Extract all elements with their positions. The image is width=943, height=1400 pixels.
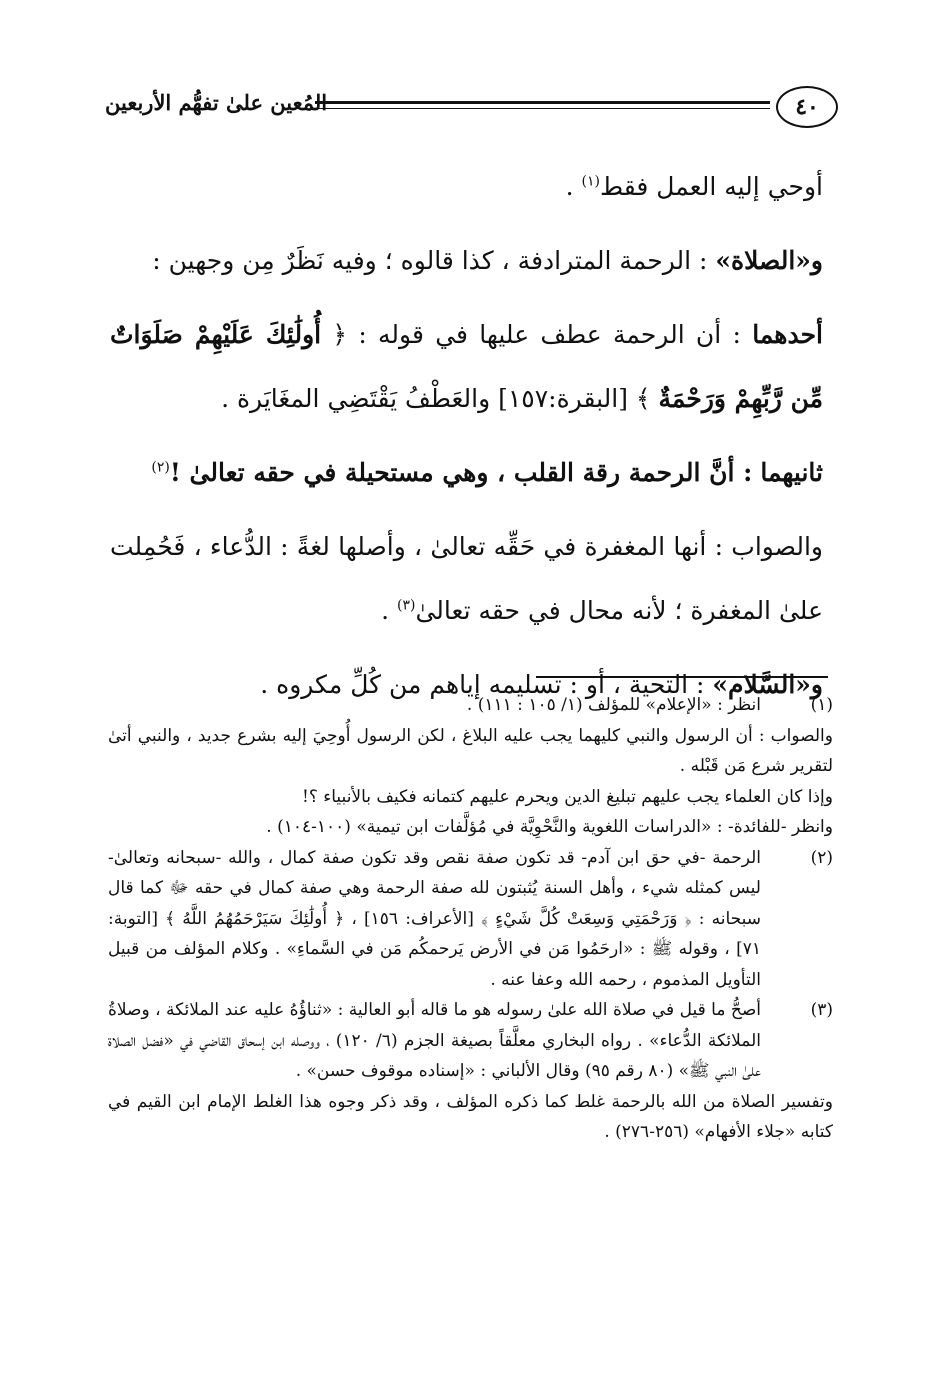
- lead-first: أحدهما: [752, 320, 823, 349]
- main-text: [110, 155, 823, 717]
- footnote-line: وانظر -للفائدة- : «الدراسات اللغوية والنَّحْوِيَّة في مُؤلَّفات ابن تيمية» (١٠٠-١٠٤) .: [266, 817, 833, 837]
- quran-verse: أُولَٰئِكَ عَلَيْهِمْ صَلَوَاتٌ مِّن رَّبِّهِمْ وَرَحْمَةٌ: [110, 320, 823, 413]
- footnote-line: الرحمة -في حق ابن آدم- قد تكون صفة نقص وقد تكون صفة كمال ، والله -سبحانه وتعالىٰ- ليس كمثله شيء ، وأهل السنة يُثبتون لله صفة الرحمة وهي صفة كمال في حقه ﷻ كما قال سبحانه : ﴿ وَرَحْمَتِي وَسِعَتْ كُلَّ شَيْءٍ ﴾ [الأعراف: ١٥٦] ، ﴿ أُولَٰئِكَ سَيَرْحَمُهُمُ اللَّهُ ﴾ [التوبة: ٧١] ، وقوله ﷺ : «ارحَمُوا مَن في الأرض يَرحمكُم مَن في السَّماءِ» . وكلام المؤلف من قبيل التأويل المذموم ، رحمه الله وعفا عنه .: [108, 847, 762, 990]
- header-rule-thin: [315, 108, 770, 109]
- header-rule-thick: [315, 101, 770, 104]
- footnote-ref-2: (٢): [151, 459, 170, 476]
- footnote-number: (١): [810, 695, 833, 715]
- paragraph-1: أوحي إليه العمل فقط$^{(١)}$ .: [565, 172, 823, 201]
- paragraph-salah: و«الصلاة» : الرحمة المترادفة ، كذا قالوه ؛ وفيه نَظَرٌ مِن وجهين :: [152, 246, 823, 275]
- footnote-ref-3: (٣): [396, 597, 416, 614]
- footnotes: [108, 690, 833, 1148]
- term-salam: و«السَّلام»: [712, 670, 823, 699]
- footnote-line: أصحُّ ما قيل في صلاة الله علىٰ رسوله هو ما قاله أبو العالية : «ثناؤُهُ عليه عند الملائكة ، وصلاةُ الملائكة الدُّعاء» . رواه البخاري معلَّقاً بصيغة الجزم (٦/ ١٢٠) ، ووصله ابن إسحاق القاضي في «فضل الصلاة علىٰ النبي ﷺ» (٨٠ رقم ٩٥) وقال الألباني : «إسناده موقوف حسن» .: [108, 1000, 761, 1081]
- footnote-number: (٢): [810, 847, 833, 868]
- page-number-badge: [776, 86, 838, 128]
- footnote-3: [108, 995, 833, 1148]
- lead-second: ثانيهما: [760, 458, 823, 487]
- footnote-line: وتفسير الصلاة من الله بالرحمة غلط كما ذكره المؤلف ، وقد ذكر وجوه هذا الغلط الإمام ابن القيم في كتابه «جلاء الأفهام» (٢٥٦-٢٧٦) .: [108, 1091, 833, 1142]
- page-header: [105, 82, 838, 132]
- footnote-ref-1: (١): [581, 173, 600, 190]
- paragraph-first-reason: أحدهما : أن الرحمة عطف عليها في قوله : ﴿ أُولَٰئِكَ عَلَيْهِمْ صَلَوَاتٌ مِّن رَّبِّهِمْ وَرَحْمَةٌ ﴾ [البقرة:١٥٧] والعَطْفُ يَقْتَضِي المغَايَرة .: [110, 320, 823, 413]
- footnote-line: وإذا كان العلماء يجب عليهم تبليغ الدين ويحرم عليهم كتمانه فكيف بالأنبياء ؟!: [302, 786, 833, 807]
- footnote-line: والصواب : أن الرسول والنبي كليهما يجب عليه البلاغ ، لكن الرسول أُوحِيَ إليه بشرع جديد ، والنبي أتىٰ لتقرير شرع مَن قَبْله .: [108, 725, 833, 776]
- paragraph-correct-view: والصواب : أنها المغفرة في حَقِّه تعالىٰ ، وأصلها لغةً : الدُّعاء ، فَحُمِلت علىٰ المغفرة ؛ لأنه محال في حقه تعالىٰ$^{(٣)}$ .: [110, 532, 823, 625]
- footnote-2: [108, 843, 833, 996]
- footnote-separator: [536, 676, 828, 678]
- footnote-line: انظر : «الإعلام» للمؤلف (١/ ١٠٥ : ١١١) .: [466, 695, 761, 715]
- footnote-1: [108, 690, 833, 843]
- page-number: ٤٠: [795, 94, 819, 120]
- footnote-number: (٣): [810, 1000, 833, 1020]
- paragraph-salam: و«السَّلام» : التحية ، أو : تسليمه إياهم من كُلِّ مكروه .: [260, 670, 823, 699]
- running-title: المُعين علىٰ تفهُّم الأربعين: [105, 90, 328, 115]
- term-salah: و«الصلاة»: [715, 246, 823, 275]
- paragraph-second-reason: ثانيهما : أنَّ الرحمة رقة القلب ، وهي مستحيلة في حقه تعالىٰ !$^{(٢)}$: [151, 458, 823, 487]
